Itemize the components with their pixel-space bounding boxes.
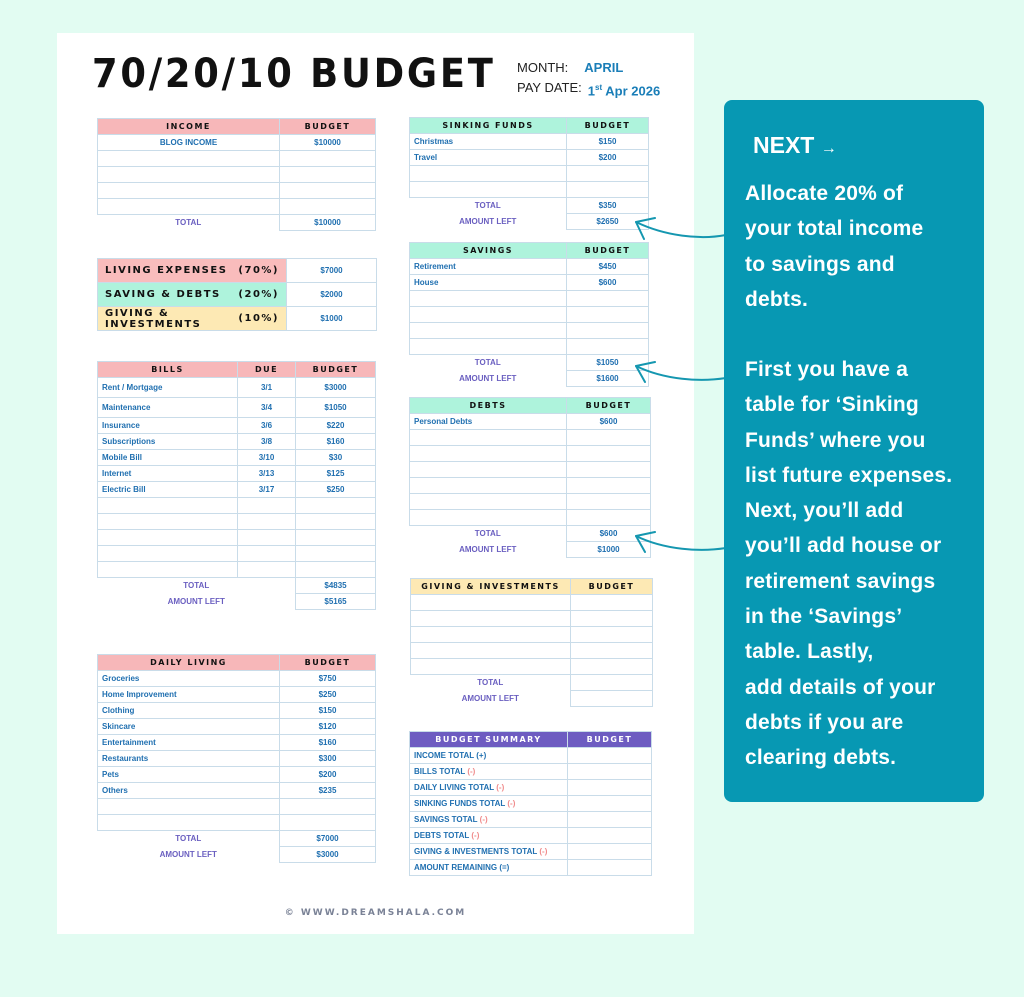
allocation-living: LIVING EXPENSES (70%) $7000 (98, 259, 377, 283)
table-row: INCOME TOTAL (+) (410, 748, 652, 764)
table-row: SINKING FUNDS TOTAL (-) (410, 796, 652, 812)
table-row (410, 291, 649, 307)
table-row: Internet 3/13 $125 (98, 466, 376, 482)
table-row: Electric Bill 3/17 $250 (98, 482, 376, 498)
pay-date-label: PAY DATE: (517, 80, 582, 95)
table-row: Subscriptions 3/8 $160 (98, 434, 376, 450)
table-row (411, 611, 653, 627)
amount-left-value[interactable]: $1000 (567, 542, 651, 558)
arrow-right-icon: → (820, 140, 837, 157)
month-label: MONTH: (517, 60, 569, 75)
amount-left-label: AMOUNT LEFT (461, 694, 519, 703)
table-row: Personal Debts $600 (410, 414, 651, 430)
table-row (98, 815, 376, 831)
table-row: AMOUNT REMAINING (=) (410, 860, 652, 876)
amount-left-label: AMOUNT LEFT (167, 597, 225, 606)
budget-page (57, 33, 694, 934)
amount-left-label: AMOUNT LEFT (159, 850, 217, 859)
total-label: TOTAL (175, 834, 202, 844)
daily-living-table: DAILY LIVING BUDGET Groceries $750 Home Improvement $250 Clothing $150 Skincare $120 Entertainment $160 Restaurants $300 Pets $200 Others $235 TOTAL $7000 AMOUNT LEFT $3000 (97, 654, 376, 863)
table-row (410, 462, 651, 478)
table-row: House $600 (410, 275, 649, 291)
total-label: TOTAL (477, 678, 504, 688)
table-row (98, 167, 376, 183)
table-row (98, 183, 376, 199)
table-row (410, 166, 649, 182)
total-label: TOTAL (474, 358, 501, 368)
table-row (98, 498, 376, 514)
table-row (410, 323, 649, 339)
table-row: DAILY LIVING TOTAL (-) (410, 780, 652, 796)
month-value: APRIL (584, 60, 624, 75)
total-value[interactable]: $600 (567, 526, 651, 542)
income-header: INCOME (98, 119, 280, 135)
table-row (98, 151, 376, 167)
table-row (410, 494, 651, 510)
giving-investments-table: GIVING & INVESTMENTS BUDGET TOTAL AMOUNT LEFT (410, 578, 653, 707)
table-row (411, 595, 653, 611)
amount-left-value[interactable]: $2650 (567, 214, 649, 230)
table-row: Mobile Bill 3/10 $30 (98, 450, 376, 466)
amount-left-label: AMOUNT LEFT (459, 217, 517, 226)
allocation-saving: SAVING & DEBTS (20%) $2000 (98, 283, 377, 307)
callout-paragraph-1: Allocate 20% of your total income to savings and debts. (745, 182, 924, 311)
amount-left-value[interactable] (571, 691, 653, 707)
amount-left-value[interactable]: $3000 (280, 847, 376, 863)
table-row: GIVING & INVESTMENTS TOTAL (-) (410, 844, 652, 860)
budget-summary-table: BUDGET SUMMARY BUDGET INCOME TOTAL (+) BILLS TOTAL (-) DAILY LIVING TOTAL (-) SINKING FUNDS TOTAL (-) SAVINGS TOTAL (-) DEBTS TOTAL (-) GIVING & INVESTMENTS TOTAL (-) AMOUNT REMAINING (=) (409, 731, 652, 876)
table-row: Pets $200 (98, 767, 376, 783)
page-title: 70/20/10 BUDGET (92, 51, 496, 97)
table-row (411, 659, 653, 675)
total-label: TOTAL (474, 529, 501, 539)
budget-header: BUDGET (280, 119, 376, 135)
table-row: Rent / Mortgage 3/1 $3000 (98, 378, 376, 398)
table-row (98, 199, 376, 215)
copyright-footer: © WWW.DREAMSHALA.COM (284, 908, 467, 918)
table-row (411, 643, 653, 659)
table-row (410, 446, 651, 462)
table-row (98, 562, 376, 578)
amount-left-value[interactable]: $1600 (567, 371, 649, 387)
callout-paragraph-2: First you have a table for ‘Sinking Funds’ where you list future expenses. Next, you’ll add you’ll add house or retirement savings in the ‘Savings’ table. Lastly, add details of your debts if you are clearing debts. (745, 358, 953, 770)
sinking-funds-table: SINKING FUNDS BUDGET Christmas $150 Travel $200 TOTAL $350 AMOUNT LEFT $2650 (409, 117, 649, 230)
header-meta (517, 58, 660, 101)
table-row (411, 627, 653, 643)
table-row: Restaurants $300 (98, 751, 376, 767)
allocation-giving: GIVING & INVESTMENTS (10%) $1000 (98, 307, 377, 331)
table-row: BILLS TOTAL (-) (410, 764, 652, 780)
savings-table: SAVINGS BUDGET Retirement $450 House $600 TOTAL $1050 AMOUNT LEFT $1600 (409, 242, 649, 387)
table-row (410, 478, 651, 494)
total-value[interactable]: $1050 (567, 355, 649, 371)
table-row: SAVINGS TOTAL (-) (410, 812, 652, 828)
table-row (98, 514, 376, 530)
table-row: Insurance 3/6 $220 (98, 418, 376, 434)
table-row: Skincare $120 (98, 719, 376, 735)
table-row (98, 530, 376, 546)
callout-heading: NEXT → (753, 132, 837, 158)
next-step-callout (724, 100, 984, 802)
total-label: TOTAL (183, 581, 210, 591)
table-row (98, 546, 376, 562)
total-value[interactable]: $7000 (280, 831, 376, 847)
table-row: Others $235 (98, 783, 376, 799)
amount-left-value[interactable]: $5165 (296, 594, 376, 610)
total-value[interactable] (571, 675, 653, 691)
table-row (410, 430, 651, 446)
amount-left-label: AMOUNT LEFT (459, 374, 517, 383)
income-table (97, 118, 376, 231)
table-row (410, 307, 649, 323)
debts-table: DEBTS BUDGET Personal Debts $600 TOTAL $600 AMOUNT LEFT $1000 (409, 397, 651, 558)
table-row: Clothing $150 (98, 703, 376, 719)
total-value[interactable]: $10000 (280, 215, 376, 231)
table-row: Retirement $450 (410, 259, 649, 275)
total-value[interactable]: $350 (567, 198, 649, 214)
table-row: Home Improvement $250 (98, 687, 376, 703)
table-row: DEBTS TOTAL (-) (410, 828, 652, 844)
table-row: BLOG INCOME $10000 (98, 135, 376, 151)
table-row: Maintenance 3/4 $1050 (98, 398, 376, 418)
table-row: Entertainment $160 (98, 735, 376, 751)
table-row (98, 799, 376, 815)
amount-left-label: AMOUNT LEFT (459, 545, 517, 554)
total-label: TOTAL (474, 201, 501, 211)
table-row: Christmas $150 (410, 134, 649, 150)
bills-table: BILLS DUE BUDGET Rent / Mortgage 3/1 $3000 Maintenance 3/4 $1050 Insurance 3/6 $220 Subscriptions 3/8 $160 Mobile Bill 3/10 $30 Internet 3/13 $125 Electric Bill 3/17 $250 TOTAL $4835 AMOUNT LEFT $5165 (97, 361, 376, 610)
table-row: Travel $200 (410, 150, 649, 166)
total-label: TOTAL (175, 218, 202, 228)
table-row (410, 339, 649, 355)
table-row (410, 510, 651, 526)
allocation-table (97, 258, 377, 331)
table-row: Groceries $750 (98, 671, 376, 687)
total-value[interactable]: $4835 (296, 578, 376, 594)
pay-date-value: 1st Apr 2026 (587, 83, 661, 99)
table-row (410, 182, 649, 198)
